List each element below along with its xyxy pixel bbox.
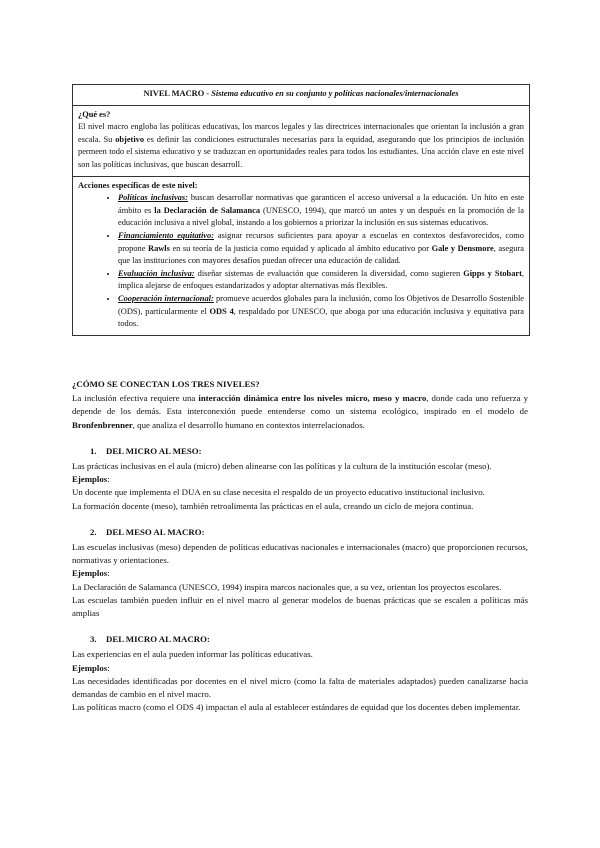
colon: : [201,526,205,537]
item-label: Financiamiento equitativo: [118,230,214,240]
section-description: Las experiencias en el aula pueden informar las políticas educativas. [72,649,313,660]
section-heading [90,526,528,539]
text-run: , asegura que las instituciones con mayores desafíos puedan ofrecer una educación de calidad. [118,243,524,266]
text-run: buscan desarrollar normativas que garanticen el acceso universal a la educación. Un hito en este ámbito es [118,193,524,215]
text-run: asignar recursos suficientes para apoyar a escuelas en contextos desfavorecidos, como propone [118,230,524,253]
bold-run: Gipps y Stobart [463,268,522,278]
text-run: , que analiza el desarrollo humano en contextos interrelacionados. [132,419,365,430]
macro-level-table [72,84,530,336]
colon: : [194,180,198,190]
section-micro-macro [72,633,528,714]
colon: : [198,445,202,456]
section-title: DEL MESO AL MACRO [106,526,202,537]
colon: : [107,474,110,485]
bold-run: la Declaración de Salamanca [154,205,261,215]
examples-label-text: Ejemplos [72,474,108,485]
list-item [118,293,524,331]
list-item [118,230,524,268]
list-item [118,268,524,293]
example-item: Las políticas macro (como el ODS 4) impactan el aula al establecer estándares de equidad que los docentes deben implementar. [72,702,521,713]
examples-label-text: Ejemplos [72,568,108,579]
section-number: 2. [90,526,97,537]
examples-label [72,567,528,580]
section-description: Las prácticas inclusivas en el aula (micro) deben alinearse con las políticas y la cultura de la institución escolar (meso). [72,461,492,472]
example-item: Las escuelas también pueden influir en el nivel macro al generar modelos de buenas prácticas que se escalen a políticas más amplias [72,594,528,619]
text-run: (UNESCO, 1994), que marcó un antes y un después en la promoción de la educación inclusiva a nivel global, instando a los gobiernos a priorizar la inclusión en sus sistemas educativos. [118,205,524,228]
text-run: diseñar sistemas de evaluación que consideren la diversidad, como sugieren [194,268,464,278]
bold-run: Gale y Densmore [431,243,494,253]
bold-run: Bronfenbrenner [72,419,133,430]
what-is-heading: ¿Qué es? [78,109,111,119]
section-meso-macro [72,526,528,620]
section-heading [90,633,528,646]
bold-run: interacción dinámica entre los niveles micro, meso y macro [198,393,427,404]
text-run: en su teoría de la justicia como equidad y aplicado al ámbito educativo por [169,243,432,253]
example-item: La formación docente (meso), también retroalimenta las prácticas en el aula, creando un ciclo de mejora continua. [72,500,474,511]
title-lead: NIVEL MACRO - [143,89,212,98]
text-run: promueve acuerdos globales para la inclusión, como los Objetivos de Desarrollo Sostenible (ODS), particularmente el [118,293,525,316]
item-label: Políticas inclusivas: [118,193,188,203]
example-item: Las necesidades identificadas por docentes en el nivel micro (como la falta de materiales adaptados) pueden canalizarse hacia demandas de cambio en el nivel macro. [72,675,528,700]
actions-heading [78,180,524,193]
examples-label [72,662,528,675]
bold-run: objetivo [115,134,145,144]
connections-body [72,378,528,714]
what-is-paragraph [78,121,524,171]
example-item: La Declaración de Salamanca (UNESCO, 1994) inspira marcos nacionales que, a su vez, orientan los proyectos escolares. [72,581,502,592]
list-item [118,192,524,230]
text-run: es definir las condiciones estructurales necesarias para la equidad, asegurando que los principios de inclusión permeen todo el sistema educativo y se traduzcan en oportunidades reales para todos los estudiantes. Una acción clave en este nivel son las políticas inclusivas, que buscan desarroll. [78,134,524,169]
intro-paragraph [72,392,528,432]
section-heading [90,445,528,458]
colon: : [107,662,110,673]
section-micro-meso [72,445,528,513]
text-run: La inclusión efectiva requiere una [72,393,199,404]
examples-label-text: Ejemplos [72,662,108,673]
what-is-section [73,106,529,176]
actions-section [73,176,529,335]
item-label: Cooperación internacional: [118,293,214,303]
title-rest: Sistema educativo en su conjunto y políticas nacionales/internacionales [211,89,459,98]
colon: : [206,634,210,645]
actions-list [78,192,524,331]
example-item: Un docente que implementa el DUA en su clase necesita el respaldo de un proyecto educativo institucional inclusivo. [72,487,485,498]
bold-run: ODS 4 [209,306,234,316]
examples-label [72,473,528,486]
colon: : [107,568,110,579]
section-title: DEL MICRO AL MACRO [106,634,207,645]
bold-run: Rawls [148,243,170,253]
text-run: El nivel macro engloba las políticas educativas, los marcos legales y las directrices internacionales que orientan la inclusión a gran escala. Su [78,122,524,144]
actions-heading-text: Acciones específicas de este nivel [78,180,195,190]
item-label: Evaluación inclusiva: [118,268,195,278]
text-run: , respaldado por UNESCO, que aboga por una educación inclusiva y equitativa para todos. [118,306,524,329]
table-title [73,85,529,106]
section-description: Las escuelas inclusivas (meso) dependen de políticas educativas nacionales e internacionales (macro) que proporcionen recursos, normativas y orientaciones. [72,542,528,566]
text-run: , implica alejarse de enfoques estandarizados y adoptar alternativas más flexibles. [118,268,524,291]
section-title: DEL MICRO AL MESO [106,445,199,456]
text-run: , donde cada uno refuerza y depende de los demás. Esta interconexión puede entenderse como un sistema ecológico, inspirado en el modelo de [72,393,528,417]
section-number: 1. [90,445,97,456]
section-number: 3. [90,634,97,645]
main-heading: ¿CÓMO SE CONECTAN LOS TRES NIVELES? [72,379,260,389]
